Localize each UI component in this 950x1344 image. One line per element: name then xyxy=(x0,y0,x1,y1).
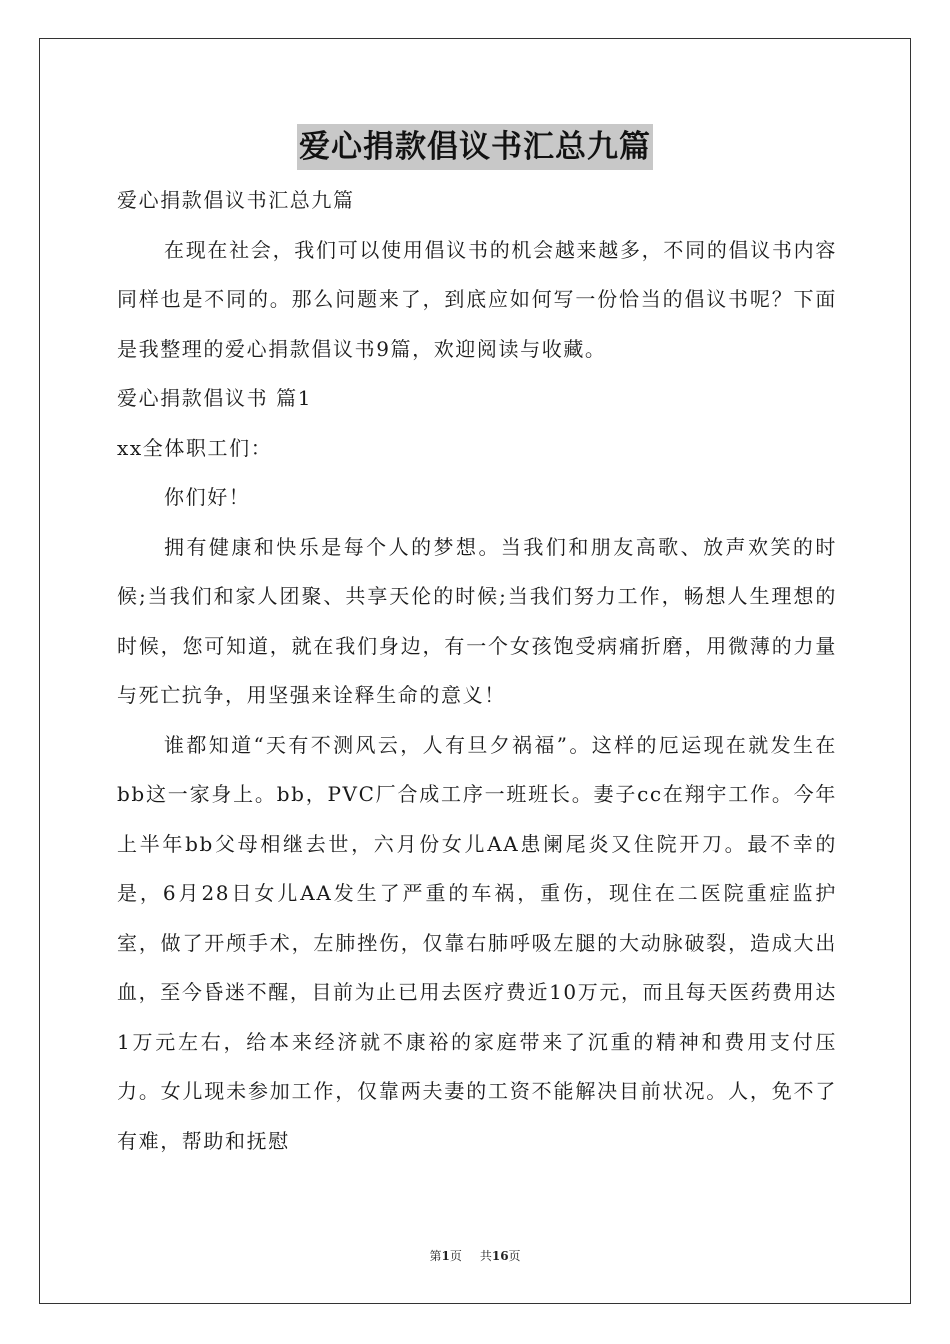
document-body xyxy=(117,176,837,1166)
salutation: xx全体职工们： xyxy=(117,435,273,460)
body-paragraph: 谁都知道“天有不测风云，人有旦夕祸福”。这样的厄运现在就发生在bb这一家身上。bb，PVC厂合成工序一班班长。妻子cc在翔宇工作。今年上半年bb父母相继去世，六月份女儿AA患阑尾炎又住院开刀。最不幸的是，6月28日女儿AA发生了严重的车祸，重伤，现住在二医院重症监护室，做了开颅手术，左肺挫伤，仅靠右肺呼吸左腿的大动脉破裂，造成大出血，至今昏迷不醒，目前为止已用去医疗费近10万元，而且每天医药费用达1万元左右，给本来经济就不康裕的家庭带来了沉重的精神和费用支付压力。女儿现未参加工作，仅靠两夫妻的工资不能解决目前状况。人，免不了有难，帮助和抚慰 xyxy=(117,732,837,1153)
page-footer xyxy=(0,1247,950,1265)
page-number: 1 xyxy=(441,1249,450,1263)
intro-paragraph: 在现在社会，我们可以使用倡议书的机会越来越多，不同的倡议书内容同样也是不同的。那么问题来了，到底应如何写一份恰当的倡议书呢？下面是我整理的爱心捐款倡议书9篇，欢迎阅读与收藏。 xyxy=(117,237,837,361)
title-wrap xyxy=(0,124,950,170)
section-heading: 爱心捐款倡议书 篇1 xyxy=(117,386,313,410)
document-title: 爱心捐款倡议书汇总九篇 xyxy=(297,124,653,170)
total-suffix: 页 xyxy=(508,1249,521,1263)
page-prefix: 第 xyxy=(429,1249,442,1263)
total-pages: 16 xyxy=(491,1249,509,1263)
page-suffix: 页 xyxy=(449,1249,462,1263)
greeting: 你们好！ xyxy=(164,485,251,509)
body-paragraph: 拥有健康和快乐是每个人的梦想。当我们和朋友高歌、放声欢笑的时候;当我们和家人团聚、共享天伦的时候;当我们努力工作，畅想人生理想的时候，您可知道，就在我们身边，有一个女孩饱受病痛折磨，用微薄的力量与死亡抗争，用坚强来诠释生命的意义！ xyxy=(117,534,837,707)
document-subtitle: 爱心捐款倡议书汇总九篇 xyxy=(117,188,355,212)
total-prefix: 共 xyxy=(479,1249,492,1263)
